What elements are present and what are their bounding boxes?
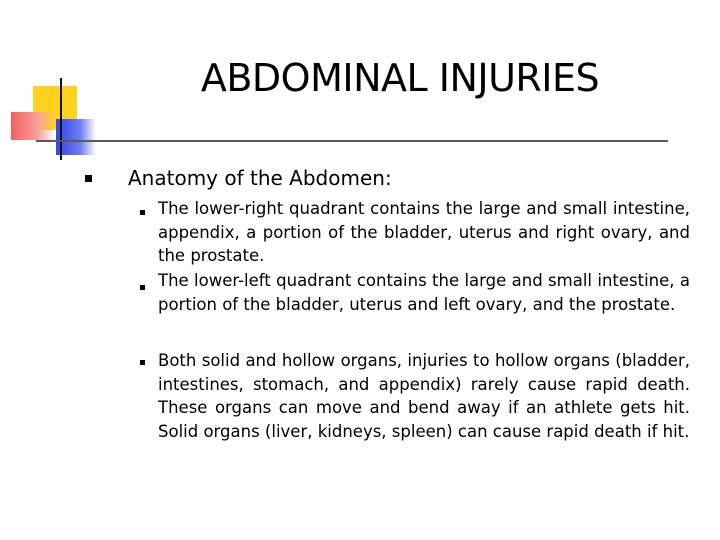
list-item: The lower-left quadrant contains the large and small intestine, a portion of the bladder, uterus and left ovary, and the prostate. xyxy=(158,271,690,314)
decorative-blue-square xyxy=(56,119,96,155)
bullet-square-icon xyxy=(140,210,145,215)
decorative-vertical-rule xyxy=(60,78,62,160)
slide-title: ABDOMINAL INJURIES xyxy=(200,56,600,100)
title-underline xyxy=(36,140,668,142)
section-heading: Anatomy of the Abdomen: xyxy=(128,166,392,190)
bullet-square-icon xyxy=(140,285,145,290)
bullet-square-icon xyxy=(140,360,145,365)
list-item: The lower-right quadrant contains the large and small intestine, appendix, a portion of the bladder, uterus and right ovary, and the prostate. xyxy=(158,199,690,266)
bullet-square-icon xyxy=(85,175,92,182)
decorative-pink-square xyxy=(11,112,55,140)
list-item: Both solid and hollow organs, injuries to hollow organs (bladder, intestines, stomach, and appendix) rarely cause rapid death. These organs can move and bend away if an athlete gets hit. Solid organs (liver, kidneys, spleen) can cause rapid death if hit. xyxy=(158,351,690,442)
